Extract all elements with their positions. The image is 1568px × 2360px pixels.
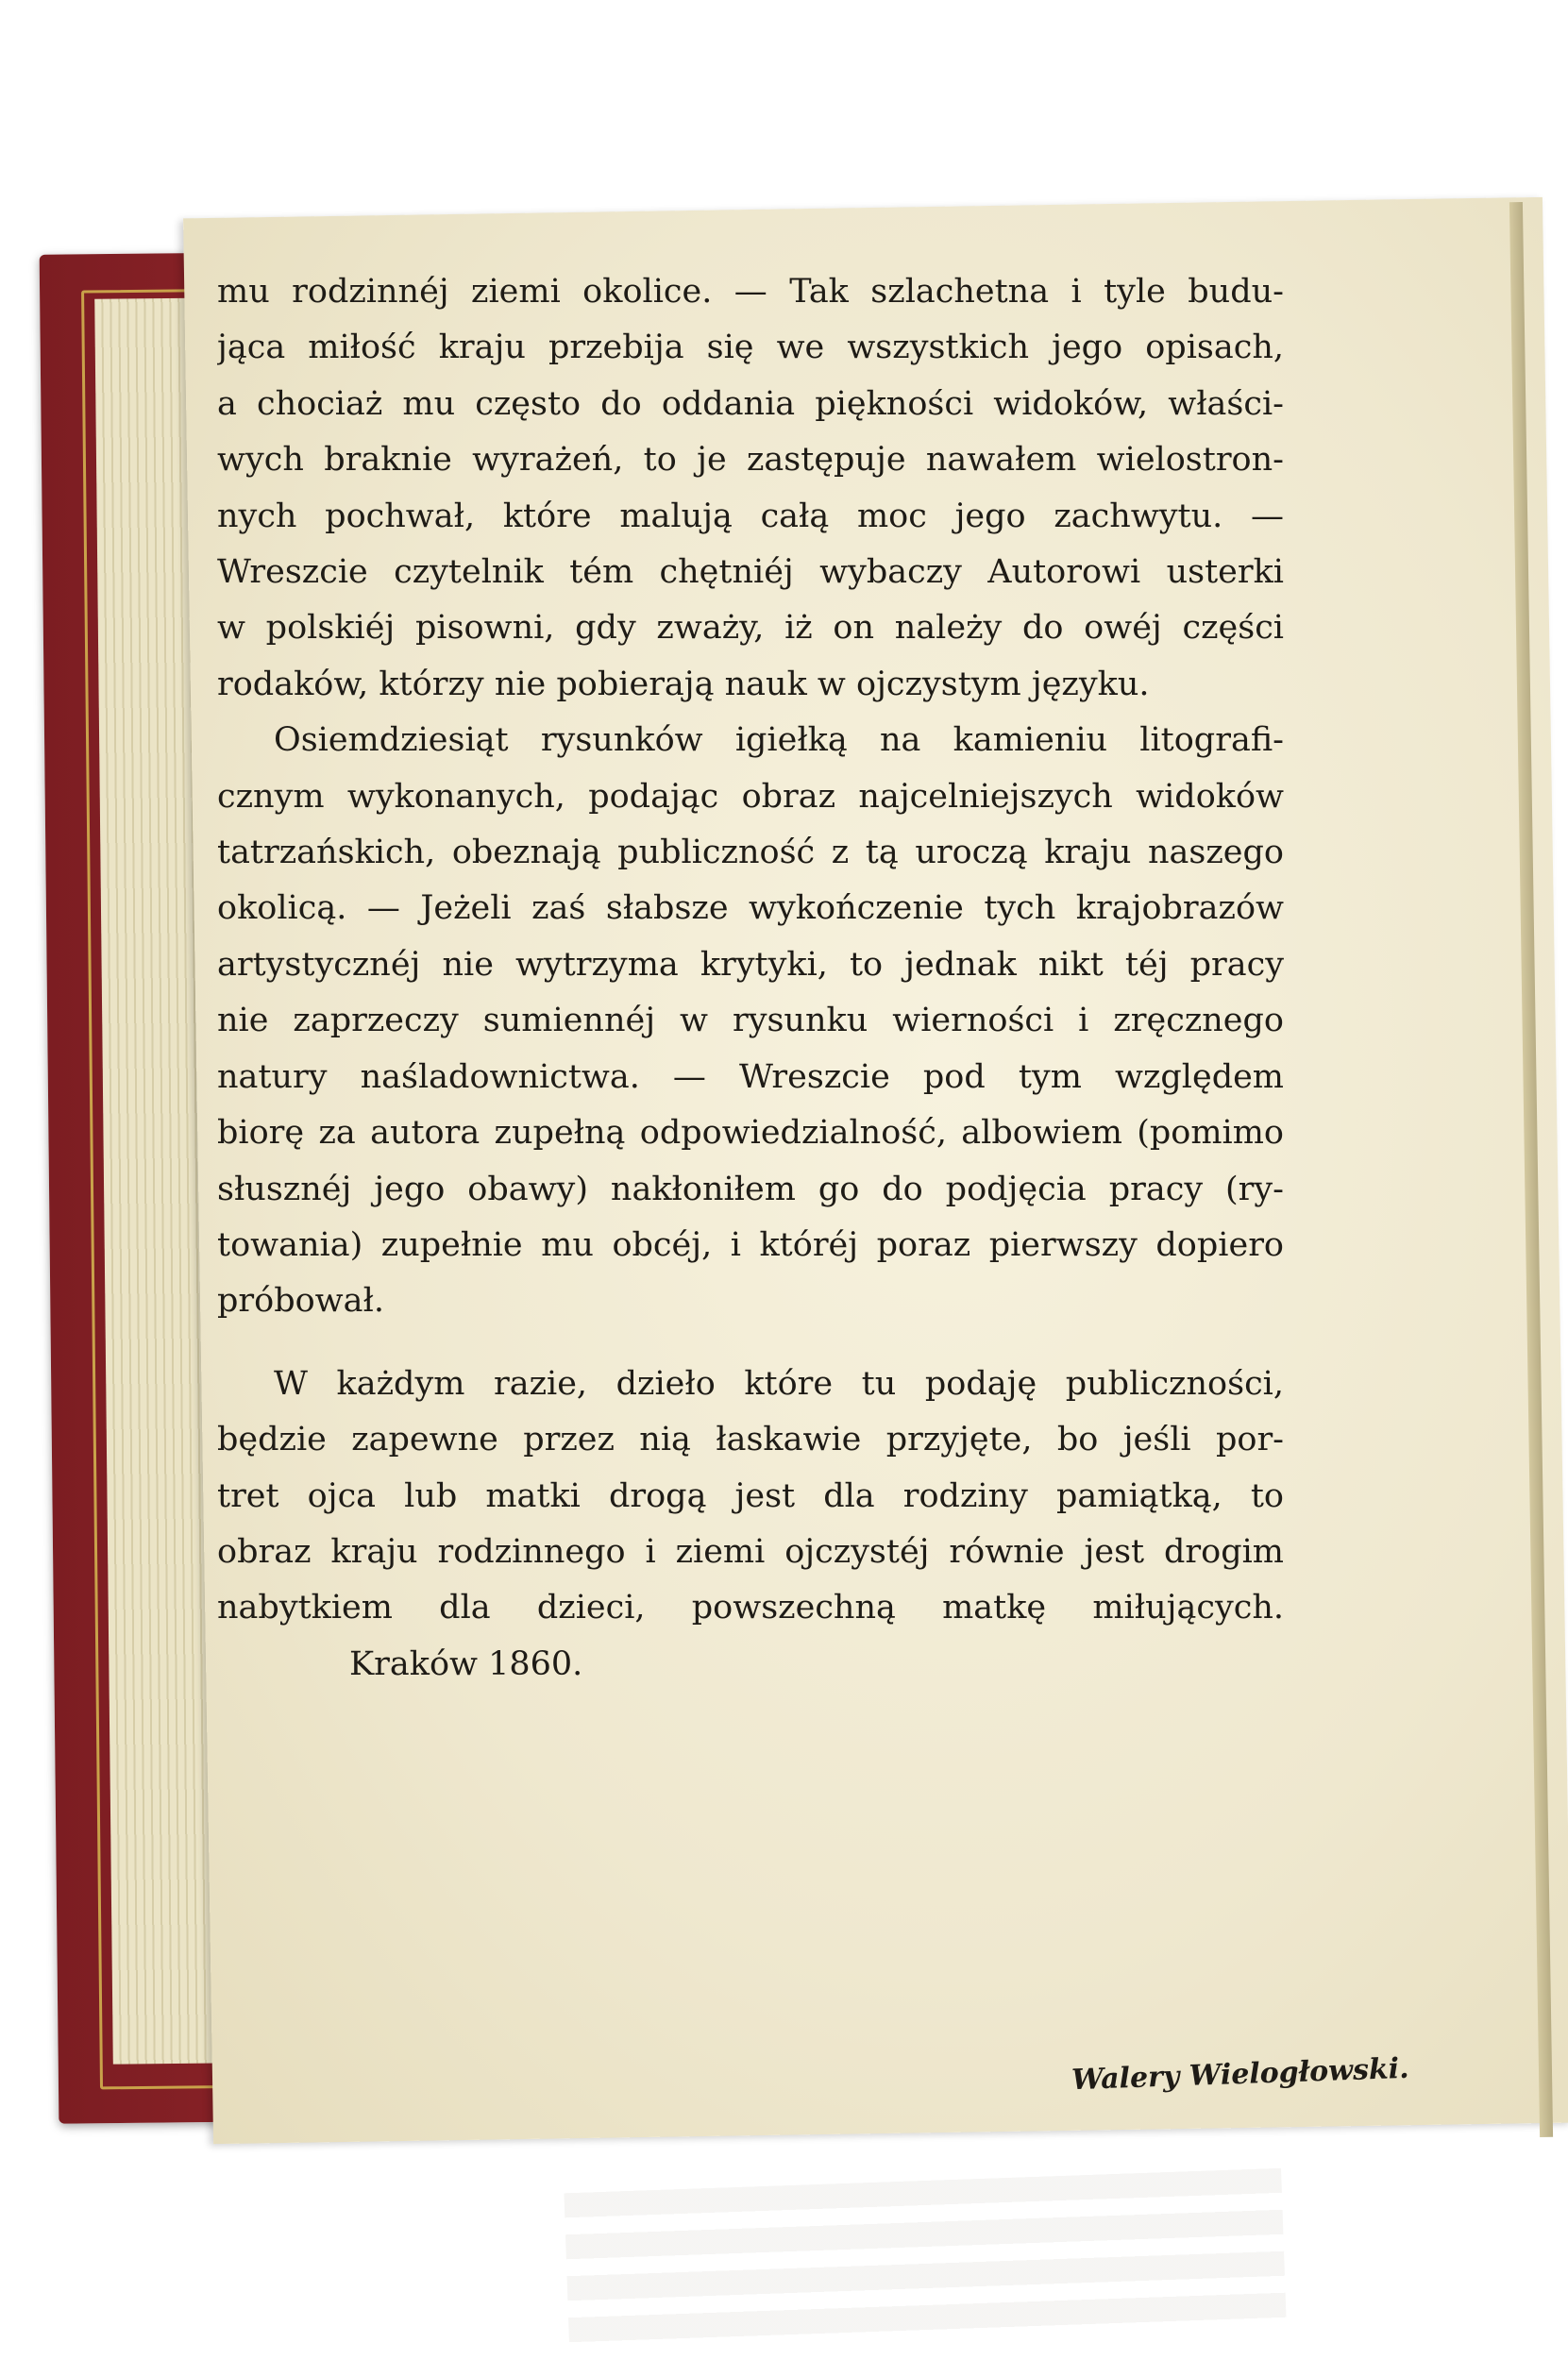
text-line: tatrzańskich, obeznają publiczność z tą uroczą kraju naszego (217, 834, 1284, 872)
show-through-text (564, 2168, 1286, 2344)
text-line: obraz kraju rodzinnego i ziemi ojczystéj równie jest drogim (217, 1532, 1284, 1571)
text-line: próbował. (217, 1282, 384, 1321)
text-line: towania) zupełnie mu obcéj, i któréj poraz pierwszy dopiero (217, 1225, 1284, 1264)
text-line: mu rodzinnéj ziemi okolice. — Tak szlachetna i tyle budu- (217, 273, 1284, 311)
text-line: wych braknie wyrażeń, to je zastępuje nawałem wielostron- (217, 441, 1284, 480)
page-text (217, 264, 1284, 1693)
author-signature: Walery Wielogłowski. (1071, 2051, 1410, 2098)
text-line: W każdym razie, dzieło które tu podaję publiczności, (274, 1364, 1284, 1403)
text-line: w polskiéj pisowni, gdy zważy, iż on należy do owéj części (217, 609, 1284, 648)
text-line: tret ojca lub matki drogą jest dla rodziny pamiątką, to (217, 1476, 1284, 1515)
paragraph-gap (217, 1330, 1284, 1357)
text-line: rodaków, którzy nie pobierają nauk w ojczystym języku. (217, 665, 1150, 703)
text-line: biorę za autora zupełną odpowiedzialność, albowiem (pomimo (217, 1114, 1284, 1153)
text-line: artystycznéj nie wytrzyma krytyki, to jednak nikt téj pracy (217, 945, 1284, 984)
text-line: nabytkiem dla dzieci, powszechną matkę miłujących. (217, 1589, 1284, 1627)
text-line: nie zaprzeczy sumiennéj w rysunku wierności i zręcznego (217, 1002, 1284, 1040)
text-line: nych pochwał, które malują całą moc jego zachwytu. — (217, 497, 1284, 535)
text-line: cznym wykonanych, podając obraz najcelniejszych widoków (217, 777, 1284, 816)
text-line: Wreszcie czytelnik tém chętniéj wybaczy Autorowi usterki (217, 553, 1284, 592)
text-line: okolicą. — Jeżeli zaś słabsze wykończenie tych krajobrazów (217, 889, 1284, 928)
place-date: Kraków 1860. (349, 1644, 583, 1683)
text-line: a chociaż mu często do oddania piękności widoków, właści- (217, 384, 1284, 423)
text-line: Osiemdziesiąt rysunków igiełką na kamieniu litografi- (274, 721, 1284, 760)
text-line: natury naśladownictwa. — Wreszcie pod tym względem (217, 1057, 1284, 1096)
text-line: będzie zapewne przez nią łaskawie przyjęte, bo jeśli por- (217, 1421, 1284, 1459)
text-line: jąca miłość kraju przebija się we wszystkich jego opisach, (217, 329, 1284, 367)
text-line: słusznéj jego obawy) nakłoniłem go do podjęcia pracy (ry- (217, 1170, 1284, 1208)
